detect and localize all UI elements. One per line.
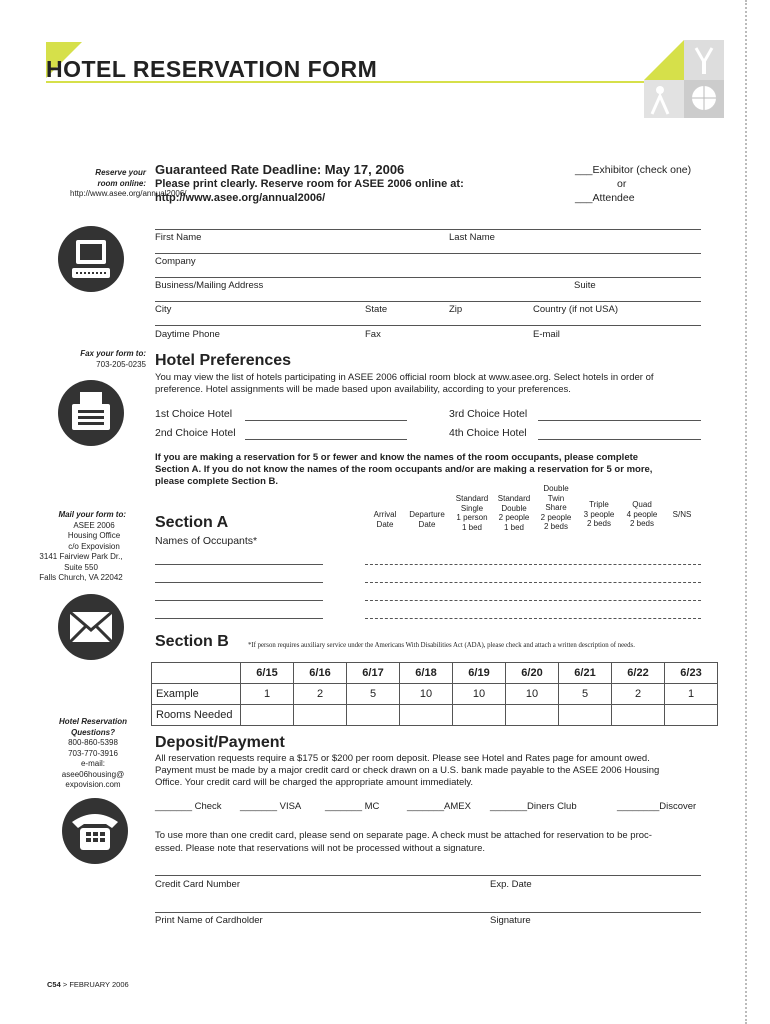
choice-4-label: 4th Choice Hotel: [449, 427, 527, 439]
rooms-table: [151, 662, 718, 726]
col-quad: [622, 500, 662, 529]
occupant-name-input[interactable]: [155, 564, 323, 565]
sidebar-fax: [20, 349, 145, 370]
table-row: [152, 684, 718, 705]
col-departure: [406, 510, 448, 529]
city-field[interactable]: City: [155, 304, 172, 315]
col-standard-single: [450, 494, 494, 532]
online-title: Reserve your room online:: [95, 168, 146, 188]
table-cell: [152, 663, 241, 684]
col-text: Date: [418, 519, 436, 529]
sections-note-1: If you are making a reservation for 5 or fewer and know the names of the room occupants, please complete: [155, 452, 639, 463]
example-value: 10: [453, 684, 506, 705]
col-text: Quad: [632, 500, 652, 509]
section-b-heading: Section B: [155, 633, 229, 650]
or-label: or: [617, 178, 627, 190]
sidebar-mail: [20, 510, 145, 584]
example-value: 2: [612, 684, 665, 705]
rooms-needed-input[interactable]: [294, 705, 347, 726]
col-text: 1 bed: [461, 522, 483, 532]
date-header: 6/18: [400, 663, 453, 684]
mail-line: ASEE 2006: [73, 520, 115, 530]
col-text: Share: [545, 503, 567, 512]
fax-field[interactable]: Fax: [365, 329, 381, 340]
attendee-checkbox[interactable]: ___Attendee: [575, 192, 635, 204]
sections-note-3: please complete Section B.: [155, 476, 279, 487]
rooms-needed-input[interactable]: [241, 705, 294, 726]
col-text: Twin: [547, 493, 565, 503]
exp-date-field[interactable]: Exp. Date: [490, 879, 532, 890]
occupant-details-input[interactable]: [365, 600, 701, 601]
country-field[interactable]: Country (if not USA): [533, 304, 618, 315]
payment-note-2: essed. Please note that reservations will not be processed without a signature.: [155, 843, 486, 854]
choice-1-label: 1st Choice Hotel: [155, 408, 233, 420]
deadline-instructions: Please print clearly. Reserve room for ASEE 2006 online at:: [155, 178, 464, 190]
fax-number: 703-205-0235: [96, 359, 146, 369]
date-header: 6/17: [347, 663, 400, 684]
col-text: 1 bed: [503, 522, 525, 532]
first-name-field[interactable]: First Name: [155, 232, 202, 243]
rule: [155, 277, 701, 278]
col-double-twin: [535, 484, 577, 532]
date-header: 6/15: [241, 663, 294, 684]
mail-line: c/o Expovision: [68, 541, 120, 551]
rooms-needed-input[interactable]: [453, 705, 506, 726]
section-a-heading: Section A: [155, 514, 229, 531]
col-text: Double: [543, 484, 569, 493]
rule: [155, 301, 701, 302]
col-text: Double: [501, 503, 527, 513]
occupant-details-input[interactable]: [365, 618, 701, 619]
visa-option[interactable]: _______ VISA: [240, 801, 302, 812]
date-header: 6/21: [559, 663, 612, 684]
signature-field[interactable]: Signature: [490, 915, 531, 926]
event-logo: [644, 40, 724, 120]
table-row: [152, 663, 718, 684]
col-text: 2 people: [498, 513, 530, 522]
col-text: Standard: [455, 494, 489, 503]
fax-icon: [58, 380, 124, 446]
online-url[interactable]: http://www.asee.org/annual2006/: [70, 189, 187, 198]
preferences-desc-2: preference. Hotel assignments will be made based upon availability, according to your preferences.: [155, 384, 571, 395]
exhibitor-checkbox[interactable]: ___Exhibitor (check one): [575, 164, 692, 176]
page-number: C54: [47, 980, 61, 989]
title-underline: [46, 81, 644, 83]
fax-title: Fax your form to:: [80, 349, 146, 358]
state-field[interactable]: State: [365, 304, 388, 315]
sections-note-2: Section A. If you do not know the names of the room occupants and/or are making a reservation for 5 or more,: [155, 464, 653, 475]
date-header: 6/19: [453, 663, 506, 684]
example-value: 5: [559, 684, 612, 705]
choice-1-input[interactable]: [245, 420, 407, 421]
rooms-needed-input[interactable]: [400, 705, 453, 726]
page-footer: [47, 980, 129, 989]
rooms-needed-input[interactable]: [559, 705, 612, 726]
question-line: 703-770-3916: [68, 748, 118, 758]
col-text: 1 person: [456, 513, 488, 522]
last-name-field[interactable]: Last Name: [449, 232, 495, 243]
telephone-icon: [62, 798, 128, 864]
example-value: 10: [400, 684, 453, 705]
discover-option[interactable]: ________Discover: [617, 801, 697, 812]
col-text: 2 beds: [629, 519, 655, 528]
col-text: Triple: [589, 500, 609, 509]
col-text: Single: [460, 503, 484, 513]
company-field[interactable]: Company: [155, 256, 196, 267]
col-text: 2 beds: [586, 519, 612, 528]
payment-note-1: To use more than one credit card, please send on separate page. A check must be attached for reservation to be proc-: [155, 830, 652, 841]
question-line: expovision.com: [65, 780, 121, 789]
mail-line: Housing Office: [67, 531, 121, 540]
col-triple: [579, 500, 619, 529]
hotel-preferences-heading: Hotel Preferences: [155, 352, 292, 369]
rule: [155, 325, 701, 326]
cardholder-field[interactable]: Print Name of Cardholder: [155, 915, 263, 926]
deadline-url[interactable]: http://www.asee.org/annual2006/: [155, 192, 326, 204]
mail-line: Suite 550: [64, 562, 98, 572]
occupant-name-input[interactable]: [155, 618, 323, 619]
occupant-name-input[interactable]: [155, 600, 323, 601]
rooms-needed-input[interactable]: [506, 705, 559, 726]
mail-line: Falls Church, VA 22042: [39, 573, 123, 582]
example-label: Example: [152, 684, 241, 705]
choice-2-label: 2nd Choice Hotel: [155, 427, 236, 439]
occupant-name-input[interactable]: [155, 582, 323, 583]
col-text: Standard: [497, 494, 531, 503]
col-text: Departure: [409, 510, 445, 519]
zip-field[interactable]: Zip: [449, 304, 463, 315]
example-value: 10: [506, 684, 559, 705]
questions-title: Hotel Reservation Questions?: [58, 717, 128, 737]
date-header: 6/16: [294, 663, 347, 684]
rule: [155, 912, 701, 913]
sidebar-questions: [20, 717, 145, 791]
rule: [155, 253, 701, 254]
occupants-label: Names of Occupants*: [155, 535, 258, 547]
preferences-desc-1: You may view the list of hotels participating in ASEE 2006 official room block at www.asee.org. Select hotels in order of: [155, 372, 654, 383]
rooms-needed-input[interactable]: [347, 705, 400, 726]
col-text: 2 beds: [543, 522, 569, 531]
col-text: 2 people: [540, 512, 572, 522]
date-header: 6/23: [665, 663, 718, 684]
deadline-title: Guaranteed Rate Deadline: May 17, 2006: [155, 162, 405, 177]
col-text: Arrival: [373, 510, 397, 519]
rule: [155, 229, 701, 230]
question-line: e-mail:: [80, 759, 105, 768]
deposit-text-3: Office. Your credit card will be charged the appropriate amount immediately.: [155, 777, 474, 788]
example-value: 5: [347, 684, 400, 705]
suite-field[interactable]: Suite: [574, 280, 596, 291]
date-header: 6/22: [612, 663, 665, 684]
col-text: 4 people: [626, 509, 658, 519]
amex-option[interactable]: _______AMEX: [407, 801, 471, 812]
col-text: 3 people: [583, 509, 615, 519]
date-header: 6/20: [506, 663, 559, 684]
deposit-text-2: Payment must be made by a major credit card or check drawn on a U.S. bank made payable to the ASEE 2006 Housing: [155, 765, 660, 776]
question-line: 800-860-5398: [68, 738, 118, 747]
sidebar-online: [20, 168, 187, 200]
choice-4-input[interactable]: [538, 439, 701, 440]
phone-field[interactable]: Daytime Phone: [155, 329, 220, 340]
col-standard-double: [494, 494, 534, 532]
mail-line: 3141 Fairview Park Dr.,: [39, 552, 123, 561]
table-row: [152, 705, 718, 726]
choice-3-input[interactable]: [538, 420, 701, 421]
mail-title: Mail your form to:: [58, 510, 126, 519]
col-text: Date: [376, 519, 394, 529]
rooms-needed-input[interactable]: [612, 705, 665, 726]
question-line: asee06housing@: [61, 769, 125, 779]
occupant-details-input[interactable]: [365, 564, 701, 565]
example-value: 1: [241, 684, 294, 705]
col-sns: S/NS: [672, 510, 692, 519]
address-field[interactable]: Business/Mailing Address: [155, 280, 264, 291]
col-arrival: [366, 510, 404, 529]
check-option[interactable]: _______ Check: [155, 801, 222, 812]
rule: [155, 875, 701, 876]
diners-club-option[interactable]: _______Diners Club: [490, 801, 577, 812]
page-edge-dots: [745, 0, 747, 1024]
mc-option[interactable]: _______ MC: [325, 801, 380, 812]
deposit-text-1: All reservation requests require a $175 or $200 per room deposit. Please see Hotel and Rates page for amount owed.: [155, 753, 650, 764]
card-number-field[interactable]: Credit Card Number: [155, 879, 240, 890]
page-title: HOTEL RESERVATION FORM: [46, 56, 378, 82]
example-value: 2: [294, 684, 347, 705]
envelope-icon: [58, 594, 124, 660]
choice-3-label: 3rd Choice Hotel: [449, 408, 528, 420]
rooms-needed-input[interactable]: [665, 705, 718, 726]
computer-icon: [58, 226, 124, 292]
choice-2-input[interactable]: [245, 439, 407, 440]
rooms-needed-label: Rooms Needed: [152, 705, 241, 726]
issue-date: > FEBRUARY 2006: [62, 980, 129, 989]
example-value: 1: [665, 684, 718, 705]
deposit-heading: Deposit/Payment: [155, 734, 285, 751]
ada-note: *If person requires auxiliary service under the Americans With Disabilities Act (ADA), please check and attach a written description of needs.: [248, 642, 635, 649]
email-field[interactable]: E-mail: [533, 329, 560, 340]
occupant-details-input[interactable]: [365, 582, 701, 583]
